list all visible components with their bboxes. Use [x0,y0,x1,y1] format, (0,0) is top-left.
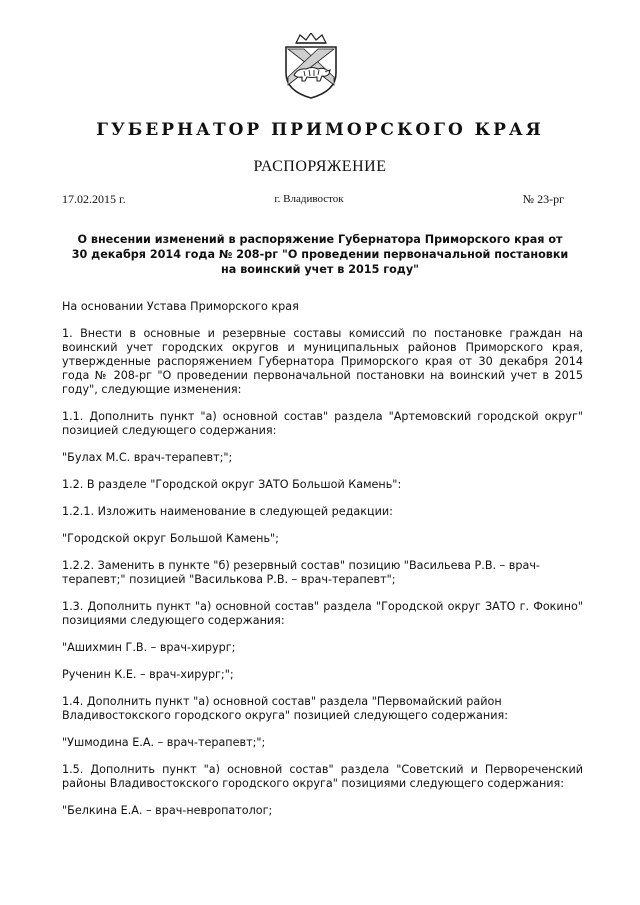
document-date: 17.02.2015 г. [62,192,126,206]
paragraph: На основании Устава Приморского края [62,300,299,313]
paragraph: 1. Внести в основные и резервные составы комиссий по постановке граждан на воинский учет городских округов и муниципальных районов Приморского края, утвержденные распоряжением Губернатора Приморского края от 30 декабря 2014 года № 208-рг "О проведении первоначальной постановки на воинский учет в 2015 году", следующие изменения: [62,327,583,396]
paragraph: "Белкина Е.А. – врач-невропатолог; [62,804,273,817]
paragraph: 1.2.1. Изложить наименование в следующей редакции: [62,505,393,518]
paragraph: "Ашихмин Г.В. – врач-хирург; [62,641,236,654]
paragraph: 1.5. Дополнить пункт "а) основной состав" раздела "Советский и Первореченский районы Владивостокского городского округа" позициями следующего содержания: [62,763,583,790]
paragraph: "Булах М.С. врач-терапевт;"; [62,451,233,464]
document-number: № 23-рг [522,192,564,206]
document-body [62,300,583,831]
paragraph: 1.3. Дополнить пункт "а) основной состав" раздела "Городской округ ЗАТО г. Фокино" позициями следующего содержания: [62,600,583,627]
paragraph: 1.4. Дополнить пункт "а) основной состав" раздела "Первомайский район Владивостокского городского округа" позицией следующего содержания: [62,695,508,722]
paragraph: Рученин К.Е. – врач-хирург;"; [62,668,234,681]
document-place: г. Владивосток [274,193,344,205]
governor-title: ГУБЕРНАТОР ПРИМОРСКОГО КРАЯ [96,120,544,140]
paragraph: "Городской округ Большой Камень"; [62,532,279,545]
coat-of-arms-icon [282,33,340,99]
paragraph: 1.2.2. Заменить в пункте "б) резервный состав" позицию "Васильева Р.В. – врач-терапевт;" позицией "Василькова Р.В. – врач-терапевт"; [62,559,540,586]
document-type: РАСПОРЯЖЕНИЕ [253,158,387,175]
paragraph: 1.1. Дополнить пункт "а) основной состав" раздела "Артемовский городской округ" позицией следующего содержания: [62,410,583,437]
paragraph: 1.2. В разделе "Городской округ ЗАТО Большой Камень": [62,478,402,491]
paragraph: "Ушмодина Е.А. – врач-терапевт;"; [62,736,266,749]
document-title: О внесении изменений в распоряжение Губернатора Приморского края от 30 декабря 2014 года № 208-рг "О проведении первоначальной постановки на воинский учет в 2015 году" [71,233,569,276]
